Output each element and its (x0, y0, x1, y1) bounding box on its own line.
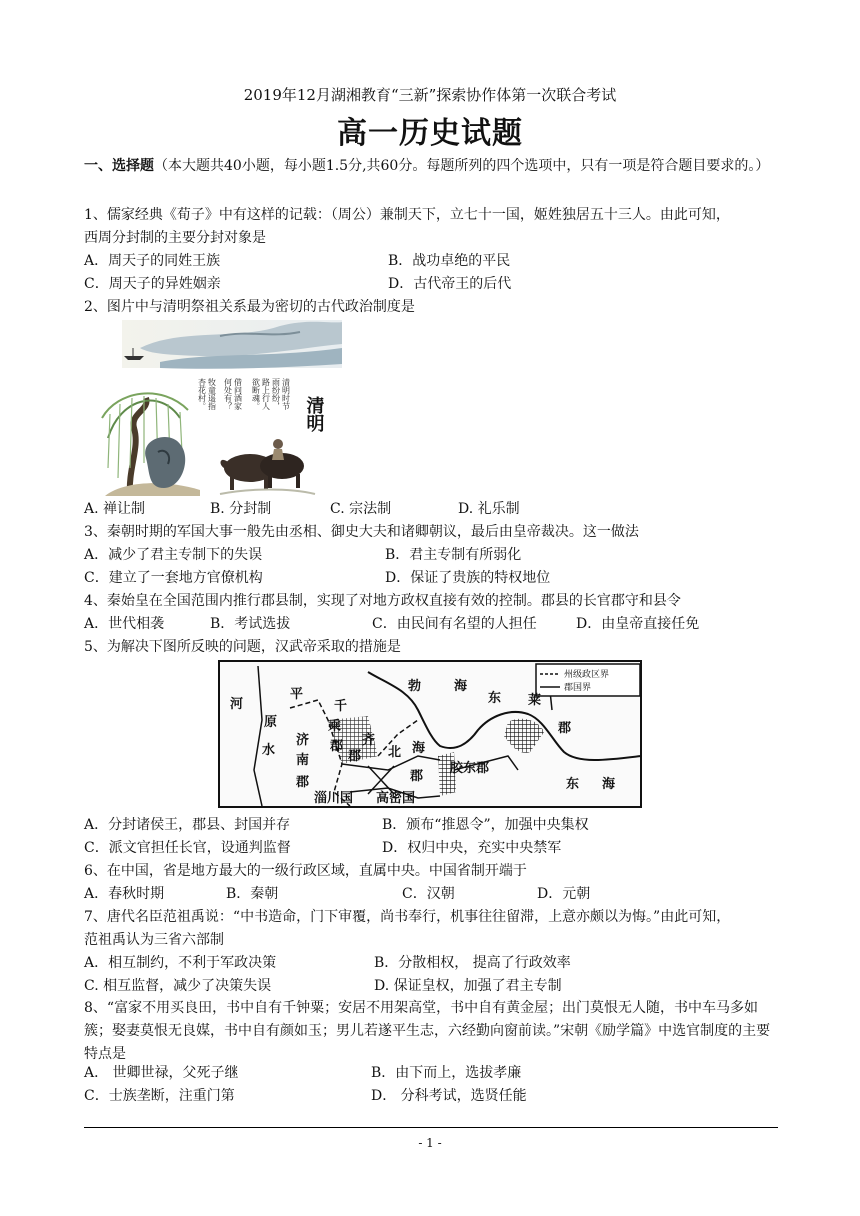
question-6-stem: 6、在中国，省是地方最大的一级行政区域，直属中央。中国省制开端于 (84, 863, 527, 879)
q7-option-b: B．分散相权， 提高了行政效率 (374, 955, 571, 971)
q1-option-b: B．战功卓绝的平民 (388, 253, 511, 269)
qingming-painting (100, 318, 342, 496)
q3-option-a: A．减少了君主专制下的失误 (84, 547, 263, 563)
map-label-yuan: 原 (264, 715, 278, 730)
question-2-stem: 2、图片中与清明祭祖关系最为密切的古代政治制度是 (84, 299, 415, 315)
section-label: 一、选择题 (84, 158, 154, 174)
question-3-stem: 3、秦朝时期的军国大事一般先由丞相、御史大夫和诸卿朝议，最后由皇帝裁决。这一做法 (84, 524, 639, 540)
question-1-stem-cont: 西周分封制的主要分封对象是 (84, 230, 266, 246)
question-8-stem: 8、“富家不用买良田，书中自有千钟粟；安居不用架高堂，书中自有黄金屋；出门莫恨无人随，书中车马多如簇；娶妻莫恨无良媒，书中自有颜如玉；男儿若遂平生志，六经勤向窗前读。”宋朝《励学篇》中选官制度的主要特点是 (84, 1000, 771, 1062)
q1-option-d: D．古代帝王的后代 (388, 276, 512, 292)
footer-divider (84, 1127, 778, 1128)
q2-option-a: A. 禅让制 (84, 501, 146, 517)
map-label-jun-1: 郡 (296, 775, 310, 790)
page-number: - 1 - (418, 1136, 442, 1150)
map-label-ping: 平 (290, 687, 304, 702)
map-label-lai: 莱 (528, 693, 542, 708)
q4-option-c: C．由民间有名望的人担任 (372, 616, 537, 632)
map-label-jun-3: 郡 (348, 749, 362, 764)
q4-option-a: A．世代相袭 (84, 616, 165, 632)
q8-option-a: A． 世卿世禄，父死子继 (84, 1065, 239, 1081)
q8-option-b: B．由下而上，选拔孝廉 (371, 1065, 522, 1081)
q5-option-c: C．派文官担任长官，设通判监督 (84, 840, 291, 856)
q8-option-d: D． 分科考试，选贤任能 (371, 1088, 527, 1104)
poem-line-1: 清明时节 (281, 378, 291, 410)
q4-option-d: D．由皇帝直接任免 (576, 616, 700, 632)
q7-option-c: C. 相互监督，减少了决策失误 (84, 978, 272, 994)
question-4-stem: 4、秦始皇在全国范围内推行郡县制，实现了对地方政权直接有效的控制。郡县的长官郡守和县令 (84, 593, 681, 609)
map-label-bei: 北 (388, 745, 402, 760)
map-label-jiaodong: 胶东郡 (450, 761, 490, 776)
question-7-stem: 7、唐代名臣范祖禹说：“中书造命，门下审覆，尚书奉行，机事往往留滞，上意亦颇以为悔。”由此可知， (84, 909, 731, 925)
legend-province-boundary: 州级政区界 (564, 670, 610, 680)
q1-option-a: A．周天子的同姓王族 (84, 253, 221, 269)
painting-title: 清明 (303, 396, 325, 432)
map-label-nan: 南 (296, 753, 310, 768)
q6-option-b: B．秦朝 (226, 886, 279, 902)
map-label-cheng: 乘 (328, 719, 342, 734)
poem-line-8: 杏花村。 (197, 378, 207, 410)
q6-option-a: A．春秋时期 (84, 886, 165, 902)
q3-option-b: B．君主专制有所弱化 (385, 547, 522, 563)
map-label-jun-5: 郡 (558, 721, 572, 736)
map-label-hai: 海 (412, 741, 426, 756)
q5-option-a: A．分封诸侯王，郡县、封国并存 (84, 817, 291, 833)
han-commandery-map-illustration (218, 660, 642, 808)
poem-line-2: 雨纷纷， (271, 378, 281, 410)
map-label-dong: 东 (488, 691, 502, 706)
map-label-qian: 千 (334, 699, 348, 714)
map-label-qi: 齐 (362, 733, 376, 748)
poem-line-4: 欲断魂。 (251, 378, 261, 410)
section-instructions (84, 153, 784, 180)
page-title: 高一历史试题 (337, 116, 523, 151)
question-7-stem-cont: 范祖禹认为三省六部制 (84, 932, 224, 948)
q6-option-d: D．元朝 (537, 886, 591, 902)
qingming-painting-illustration (100, 318, 342, 496)
map-label-zichuan: 淄川国 (314, 791, 354, 806)
map-label-hai-2: 海 (454, 679, 468, 694)
q2-option-b: B. 分封制 (210, 501, 272, 517)
q6-option-c: C．汉朝 (402, 886, 455, 902)
map-label-jun-2: 郡 (330, 739, 344, 754)
question-5-stem: 5、为解决下图所反映的问题，汉武帝采取的措施是 (84, 639, 401, 655)
poem-line-6: 何处有？ (223, 378, 233, 410)
poem-line-3: 路上行人 (261, 378, 271, 410)
legend-commandery-boundary: 郡国界 (564, 683, 592, 693)
q2-option-c: C. 宗法制 (330, 501, 392, 517)
section-text: （本大题共40小题，每小题1.5分,共60分。每题所列的四个选项中，只有一项是符合题目要求的。） (154, 158, 770, 174)
map-label-gaomi: 高密国 (376, 791, 416, 806)
question-1-stem: 1、儒家经典《荀子》中有这样的记载：（周公）兼制天下，立七十一国，姬姓独居五十三人。由此可知， (84, 207, 730, 223)
map-label-shui: 水 (262, 743, 276, 758)
map-label-he: 河 (230, 697, 244, 712)
q5-option-b: B．颁布“推恩令”，加强中央集权 (382, 817, 589, 833)
q7-option-a: A．相互制约，不利于军政决策 (84, 955, 277, 971)
han-commandery-map (218, 660, 642, 808)
map-label-bo: 勃 (408, 679, 422, 694)
q5-option-d: D．权归中央，充实中央禁军 (382, 840, 562, 856)
q2-option-d: D. 礼乐制 (458, 501, 520, 517)
poem-line-5: 借问酒家 (233, 378, 243, 410)
q3-option-c: C．建立了一套地方官僚机构 (84, 570, 263, 586)
q4-option-b: B．考试选拔 (210, 616, 291, 632)
q8-option-c: C．士族垄断，注重门第 (84, 1088, 235, 1104)
map-label-ji: 济 (296, 733, 310, 748)
exam-header: 2019年12月湖湘教育“三新”探索协作体第一次联合考试 (243, 86, 617, 104)
map-label-jun-4: 郡 (410, 769, 424, 784)
q1-option-c: C．周天子的异姓姻亲 (84, 276, 221, 292)
map-label-hai-3: 海 (602, 777, 616, 792)
map-label-dong-2: 东 (566, 777, 580, 792)
poem-line-7: 牧童遥指 (207, 378, 217, 410)
q3-option-d: D．保证了贵族的特权地位 (385, 570, 551, 586)
q7-option-d: D. 保证皇权，加强了君主专制 (374, 978, 562, 994)
